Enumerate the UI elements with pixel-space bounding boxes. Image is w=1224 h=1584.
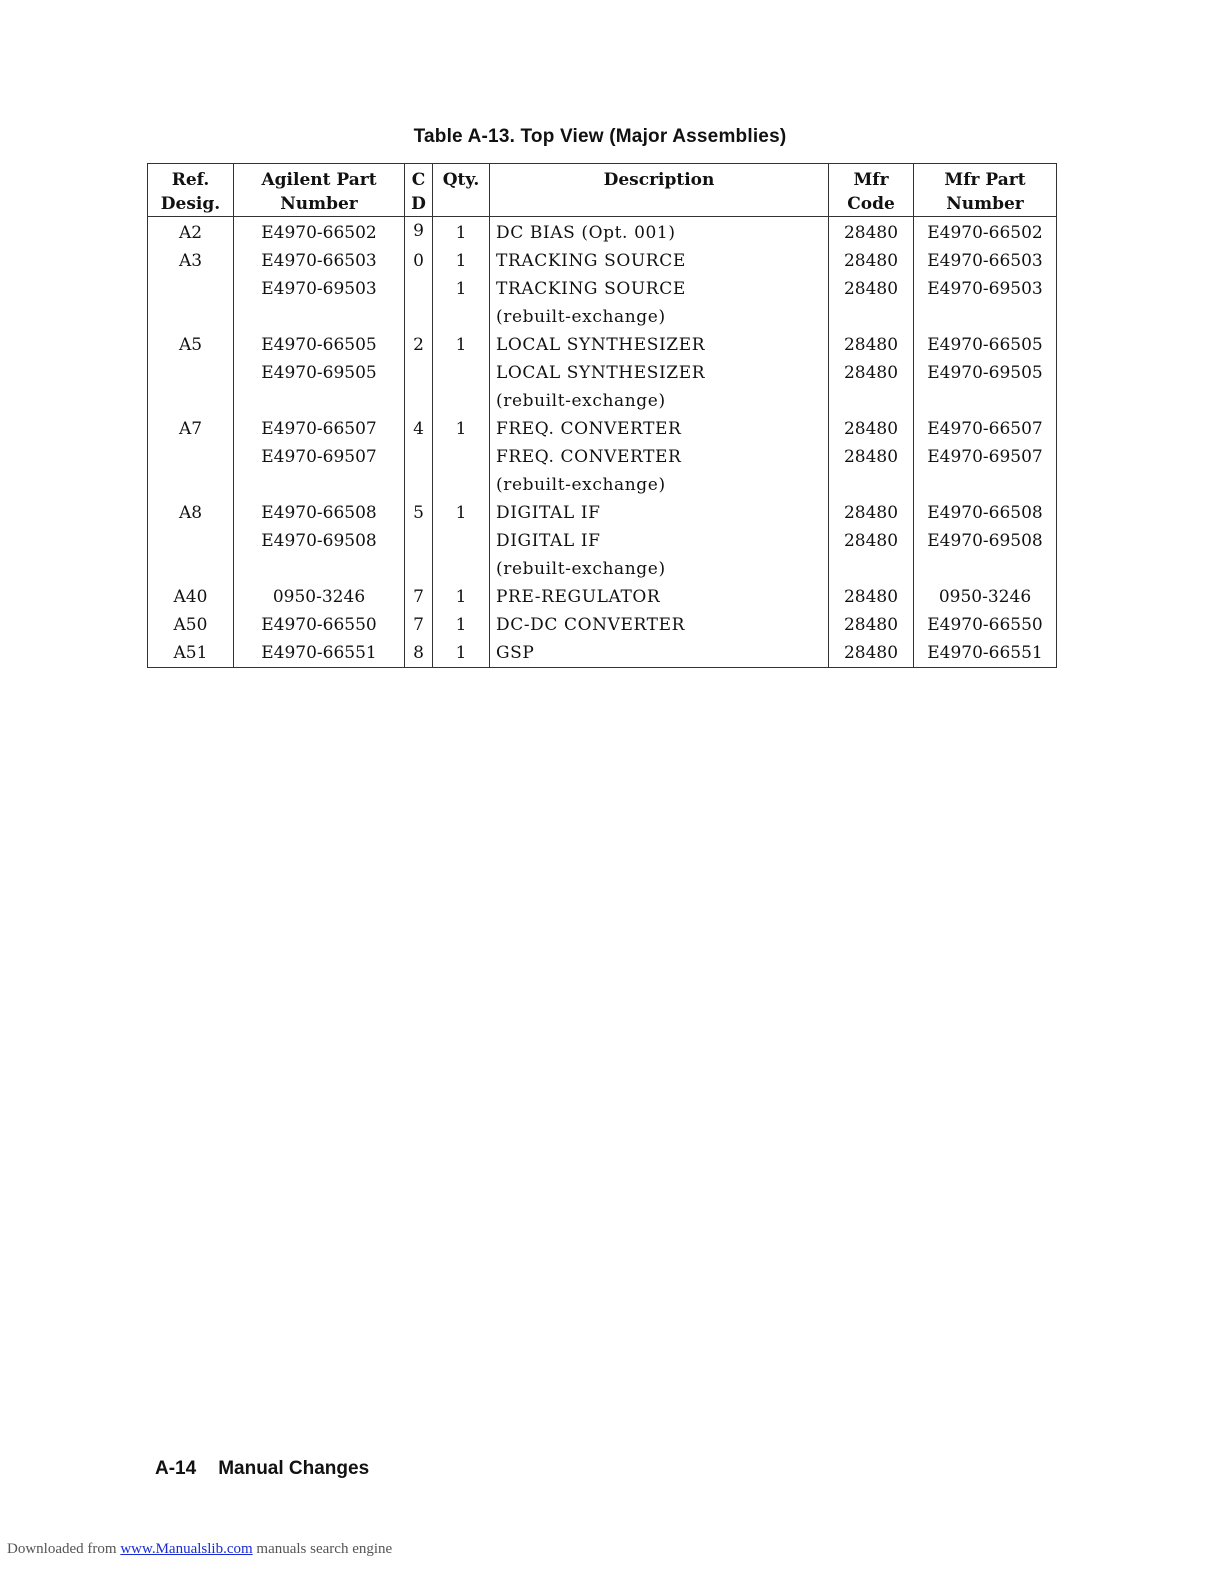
- header-agilent-part-number: Agilent Part Number: [234, 164, 405, 217]
- cell-description: (rebuilt-exchange): [490, 387, 829, 415]
- table-row: [148, 217, 1057, 248]
- cell-cd: [405, 387, 433, 415]
- cell-qty: 1: [433, 331, 490, 359]
- cell-agilent-part-number: [234, 471, 405, 499]
- header-ref-desig: Ref. Desig.: [148, 164, 234, 217]
- cell-cd: 2: [405, 331, 433, 359]
- cell-agilent-part-number: E4970-69507: [234, 443, 405, 471]
- cell-mfr-code: [829, 471, 914, 499]
- table-row: [148, 359, 1057, 387]
- table-row: [148, 247, 1057, 275]
- table-body: [148, 217, 1057, 668]
- cell-qty: 1: [433, 275, 490, 303]
- cell-agilent-part-number: [234, 303, 405, 331]
- page-number: A-14: [155, 1458, 197, 1479]
- cell-description: DIGITAL IF: [490, 499, 829, 527]
- cell-qty: 1: [433, 611, 490, 639]
- cell-cd: 0: [405, 247, 433, 275]
- cell-description: DC BIAS (Opt. 001): [490, 217, 829, 248]
- cell-mfr-code: 28480: [829, 639, 914, 668]
- cell-mfr-part-number: [914, 471, 1057, 499]
- cell-mfr-code: 28480: [829, 275, 914, 303]
- cell-mfr-part-number: [914, 555, 1057, 583]
- header-mfr-code: Mfr Code: [829, 164, 914, 217]
- cell-cd: 5: [405, 499, 433, 527]
- cell-mfr-part-number: E4970-66505: [914, 331, 1057, 359]
- cell-ref-desig: A40: [148, 583, 234, 611]
- cell-ref-desig: [148, 443, 234, 471]
- cell-qty: 1: [433, 499, 490, 527]
- cell-mfr-part-number: E4970-66507: [914, 415, 1057, 443]
- cell-ref-desig: A50: [148, 611, 234, 639]
- table-row: [148, 611, 1057, 639]
- cell-mfr-code: 28480: [829, 499, 914, 527]
- cell-agilent-part-number: [234, 555, 405, 583]
- cell-qty: 1: [433, 639, 490, 668]
- cell-mfr-code: 28480: [829, 527, 914, 555]
- cell-mfr-code: 28480: [829, 217, 914, 248]
- cell-qty: [433, 555, 490, 583]
- cell-qty: 1: [433, 583, 490, 611]
- cell-description: (rebuilt-exchange): [490, 303, 829, 331]
- table-row: [148, 443, 1057, 471]
- table-row: [148, 415, 1057, 443]
- cell-ref-desig: [148, 387, 234, 415]
- cell-agilent-part-number: E4970-69508: [234, 527, 405, 555]
- cell-cd: [405, 527, 433, 555]
- table-row: [148, 471, 1057, 499]
- cell-agilent-part-number: E4970-66507: [234, 415, 405, 443]
- cell-agilent-part-number: 0950-3246: [234, 583, 405, 611]
- table-row: [148, 303, 1057, 331]
- cell-qty: [433, 471, 490, 499]
- cell-description: PRE-REGULATOR: [490, 583, 829, 611]
- cell-mfr-part-number: E4970-69505: [914, 359, 1057, 387]
- header-cd: C D: [405, 164, 433, 217]
- cell-qty: 1: [433, 415, 490, 443]
- download-prefix: Downloaded from: [7, 1541, 117, 1557]
- cell-cd: [405, 275, 433, 303]
- cell-agilent-part-number: E4970-66505: [234, 331, 405, 359]
- cell-ref-desig: [148, 359, 234, 387]
- cell-mfr-part-number: E4970-69508: [914, 527, 1057, 555]
- cell-ref-desig: A5: [148, 331, 234, 359]
- cell-qty: 1: [433, 217, 490, 248]
- cell-mfr-part-number: E4970-69503: [914, 275, 1057, 303]
- cell-ref-desig: A51: [148, 639, 234, 668]
- cell-qty: 1: [433, 247, 490, 275]
- cell-qty: [433, 387, 490, 415]
- cell-cd: [405, 555, 433, 583]
- cell-mfr-code: 28480: [829, 359, 914, 387]
- cell-description: DC-DC CONVERTER: [490, 611, 829, 639]
- table-header-row: [148, 164, 1057, 217]
- cell-cd: [405, 443, 433, 471]
- cell-ref-desig: [148, 555, 234, 583]
- cell-cd: [405, 303, 433, 331]
- cell-mfr-code: 28480: [829, 331, 914, 359]
- download-note: [7, 1541, 392, 1558]
- cell-mfr-code: 28480: [829, 583, 914, 611]
- table-row: [148, 639, 1057, 668]
- cell-agilent-part-number: E4970-66550: [234, 611, 405, 639]
- cell-cd: 7: [405, 611, 433, 639]
- cell-cd: [405, 471, 433, 499]
- cell-description: FREQ. CONVERTER: [490, 443, 829, 471]
- table-row: [148, 387, 1057, 415]
- cell-mfr-part-number: E4970-66550: [914, 611, 1057, 639]
- cell-qty: [433, 443, 490, 471]
- cell-ref-desig: [148, 471, 234, 499]
- header-mfr-part-number: Mfr Part Number: [914, 164, 1057, 217]
- cell-description: GSP: [490, 639, 829, 668]
- cell-cd: 8: [405, 639, 433, 668]
- cell-mfr-part-number: E4970-69507: [914, 443, 1057, 471]
- cell-ref-desig: A7: [148, 415, 234, 443]
- cell-mfr-code: 28480: [829, 443, 914, 471]
- section-name: Manual Changes: [218, 1458, 370, 1479]
- table-row: [148, 331, 1057, 359]
- cell-qty: [433, 303, 490, 331]
- cell-qty: [433, 359, 490, 387]
- cell-cd: 9: [405, 217, 433, 248]
- cell-mfr-part-number: E4970-66503: [914, 247, 1057, 275]
- cell-agilent-part-number: E4970-66503: [234, 247, 405, 275]
- cell-cd: 4: [405, 415, 433, 443]
- cell-mfr-part-number: [914, 303, 1057, 331]
- cell-ref-desig: A8: [148, 499, 234, 527]
- cell-ref-desig: A2: [148, 217, 234, 248]
- cell-agilent-part-number: E4970-69503: [234, 275, 405, 303]
- cell-qty: [433, 527, 490, 555]
- cell-description: (rebuilt-exchange): [490, 555, 829, 583]
- cell-agilent-part-number: [234, 387, 405, 415]
- table-row: [148, 527, 1057, 555]
- cell-mfr-part-number: E4970-66508: [914, 499, 1057, 527]
- cell-mfr-code: [829, 387, 914, 415]
- cell-description: LOCAL SYNTHESIZER: [490, 359, 829, 387]
- cell-description: TRACKING SOURCE: [490, 247, 829, 275]
- table-row: [148, 275, 1057, 303]
- download-suffix: manuals search engine: [256, 1541, 393, 1557]
- cell-mfr-part-number: E4970-66502: [914, 217, 1057, 248]
- cell-mfr-code: [829, 303, 914, 331]
- cell-cd: 7: [405, 583, 433, 611]
- cell-agilent-part-number: E4970-66502: [234, 217, 405, 248]
- cell-ref-desig: [148, 275, 234, 303]
- cell-cd: [405, 359, 433, 387]
- header-qty: Qty.: [433, 164, 490, 217]
- cell-mfr-code: [829, 555, 914, 583]
- header-description: Description: [490, 164, 829, 217]
- cell-description: TRACKING SOURCE: [490, 275, 829, 303]
- manualslib-link[interactable]: www.Manualslib.com: [120, 1541, 253, 1557]
- cell-agilent-part-number: E4970-66551: [234, 639, 405, 668]
- table-row: [148, 499, 1057, 527]
- cell-mfr-code: 28480: [829, 247, 914, 275]
- cell-mfr-part-number: 0950-3246: [914, 583, 1057, 611]
- cell-agilent-part-number: E4970-66508: [234, 499, 405, 527]
- cell-mfr-part-number: E4970-66551: [914, 639, 1057, 668]
- parts-table: [147, 163, 1057, 668]
- cell-description: LOCAL SYNTHESIZER: [490, 331, 829, 359]
- cell-mfr-code: 28480: [829, 611, 914, 639]
- page-footer: [155, 1458, 369, 1480]
- table-row: [148, 583, 1057, 611]
- table-row: [148, 555, 1057, 583]
- cell-mfr-part-number: [914, 387, 1057, 415]
- cell-description: FREQ. CONVERTER: [490, 415, 829, 443]
- cell-mfr-code: 28480: [829, 415, 914, 443]
- cell-ref-desig: A3: [148, 247, 234, 275]
- cell-agilent-part-number: E4970-69505: [234, 359, 405, 387]
- cell-description: DIGITAL IF: [490, 527, 829, 555]
- cell-description: (rebuilt-exchange): [490, 471, 829, 499]
- table-title: Table A-13. Top View (Major Assemblies): [413, 126, 787, 147]
- cell-ref-desig: [148, 527, 234, 555]
- cell-ref-desig: [148, 303, 234, 331]
